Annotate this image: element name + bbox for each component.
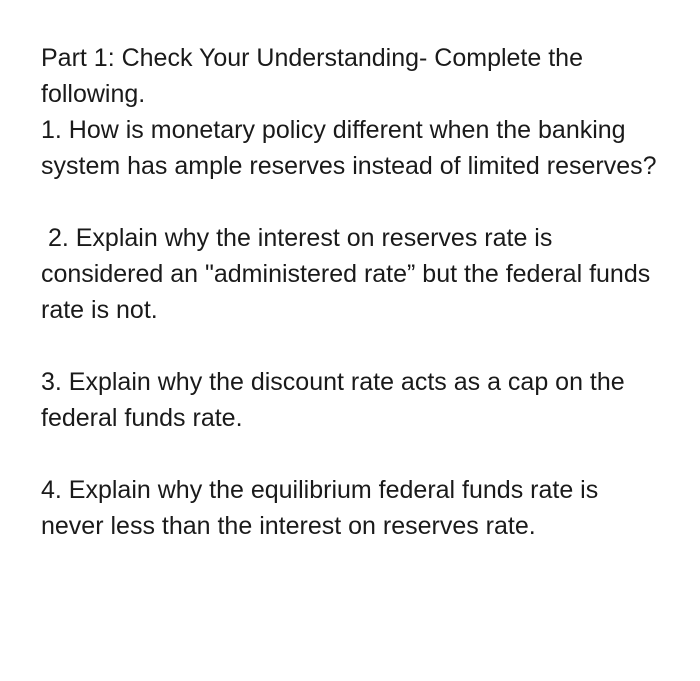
paragraph-spacer <box>41 184 661 220</box>
question-3: 3. Explain why the discount rate acts as a cap on the federal funds rate. <box>41 368 632 432</box>
document-heading: Part 1: Check Your Understanding- Complete the following. <box>41 44 590 108</box>
paragraph-spacer <box>41 436 661 472</box>
document-body <box>41 40 661 544</box>
question-1: 1. How is monetary policy different when the banking system has ample reserves instead of limited reserves? <box>41 116 657 180</box>
question-4: 4. Explain why the equilibrium federal funds rate is never less than the interest on reserves rate. <box>41 476 606 540</box>
paragraph-spacer <box>41 328 661 364</box>
question-2: 2. Explain why the interest on reserves rate is considered an "administered rate” but the federal funds rate is not. <box>41 224 658 324</box>
